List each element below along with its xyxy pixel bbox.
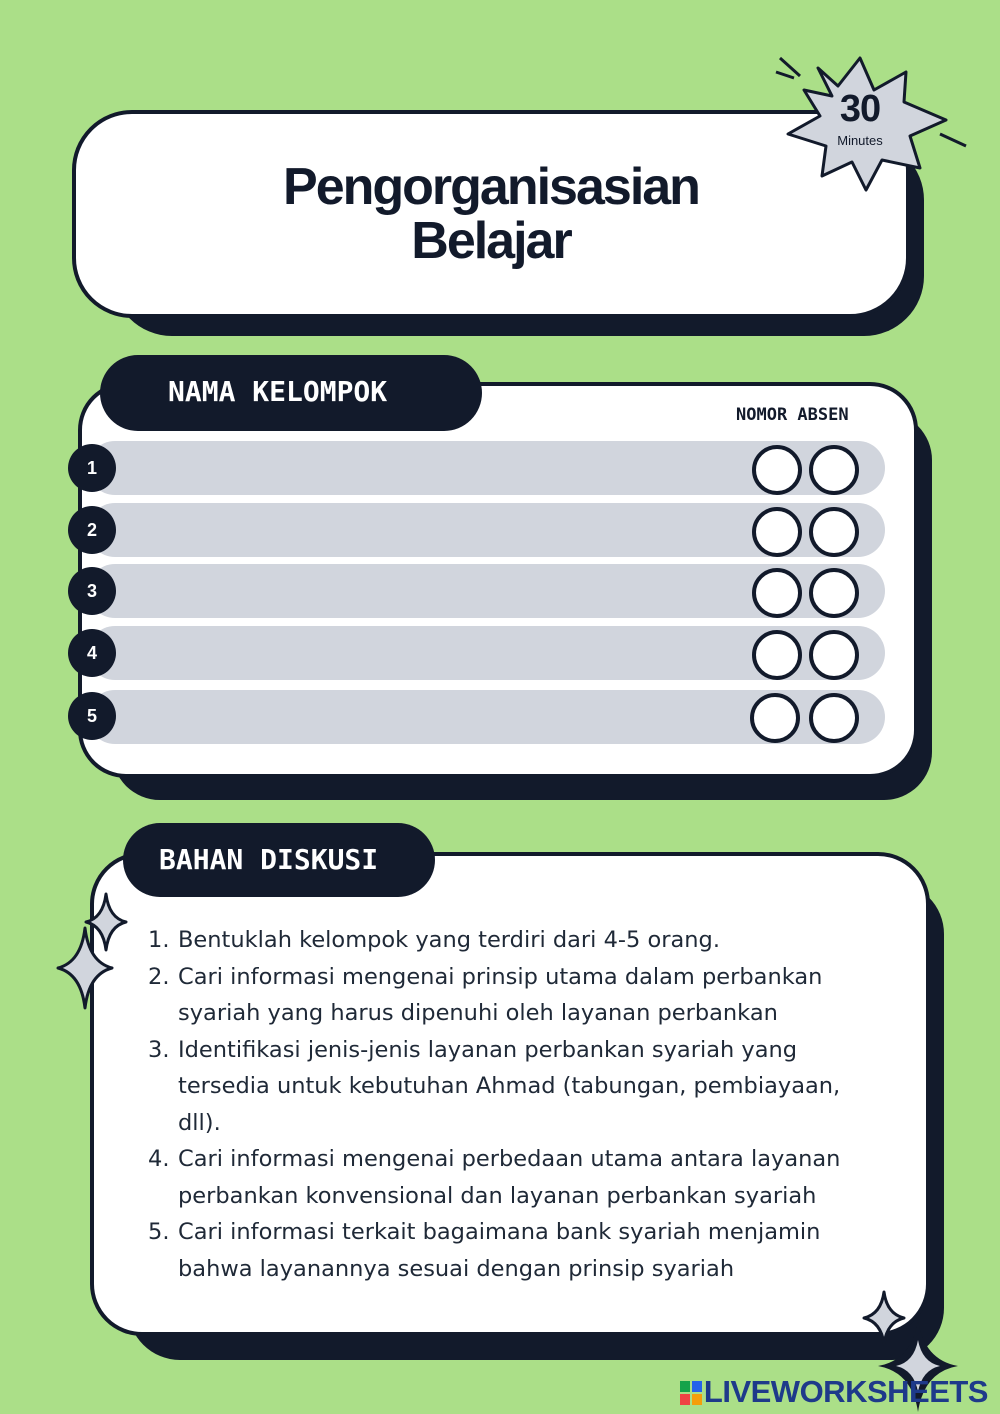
absence-digit-input[interactable] (809, 568, 859, 618)
absence-digit-input[interactable] (809, 507, 859, 557)
list-item: 4. Cari informasi mengenai perbedaan utama antara layanan perbankan konvensional dan layanan perbankan syariah (148, 1146, 841, 1209)
watermark: LIVEWORKSHEETS (680, 1374, 988, 1410)
absence-digit-input[interactable] (752, 507, 802, 557)
title-line-2: Belajar (411, 212, 571, 270)
timer-unit: Minutes (837, 133, 883, 148)
absence-digit-input[interactable] (752, 630, 802, 680)
list-item: 5. Cari informasi terkait bagaimana bank syariah menjamin bahwa layanannya sesuai dengan prinsip syariah (148, 1219, 821, 1282)
row-number: 2 (68, 506, 116, 554)
row-number: 4 (68, 629, 116, 677)
row-number: 5 (68, 692, 116, 740)
absence-digit-input[interactable] (750, 693, 800, 743)
row-number: 1 (68, 444, 116, 492)
liveworksheets-logo-icon (680, 1381, 702, 1405)
list-item: 3. Identifikasi jenis-jenis layanan perbankan syariah yang tersedia untuk kebutuhan Ahmad (tabungan, pembiayaan, dll). (148, 1036, 841, 1136)
row-number: 3 (68, 567, 116, 615)
absence-digit-input[interactable] (809, 445, 859, 495)
title-line-1: Pengorganisasian (283, 158, 699, 216)
group-heading: NAMA KELOMPOK (100, 355, 482, 431)
sparkle-icon (56, 926, 114, 1010)
list-item: 2. Cari informasi mengenai prinsip utama dalam perbankan syariah yang harus dipenuhi oleh layanan perbankan (148, 963, 823, 1026)
absence-number-label: NOMOR ABSEN (736, 405, 849, 425)
discussion-heading: BAHAN DISKUSI (123, 823, 435, 897)
timer-value: 30 (839, 88, 881, 130)
list-item: 1. Bentuklah kelompok yang terdiri dari 4-5 orang. (148, 927, 720, 953)
absence-digit-input[interactable] (752, 568, 802, 618)
absence-digit-input[interactable] (809, 630, 859, 680)
discussion-list (148, 922, 878, 1287)
absence-digit-input[interactable] (752, 445, 802, 495)
absence-digit-input[interactable] (809, 693, 859, 743)
